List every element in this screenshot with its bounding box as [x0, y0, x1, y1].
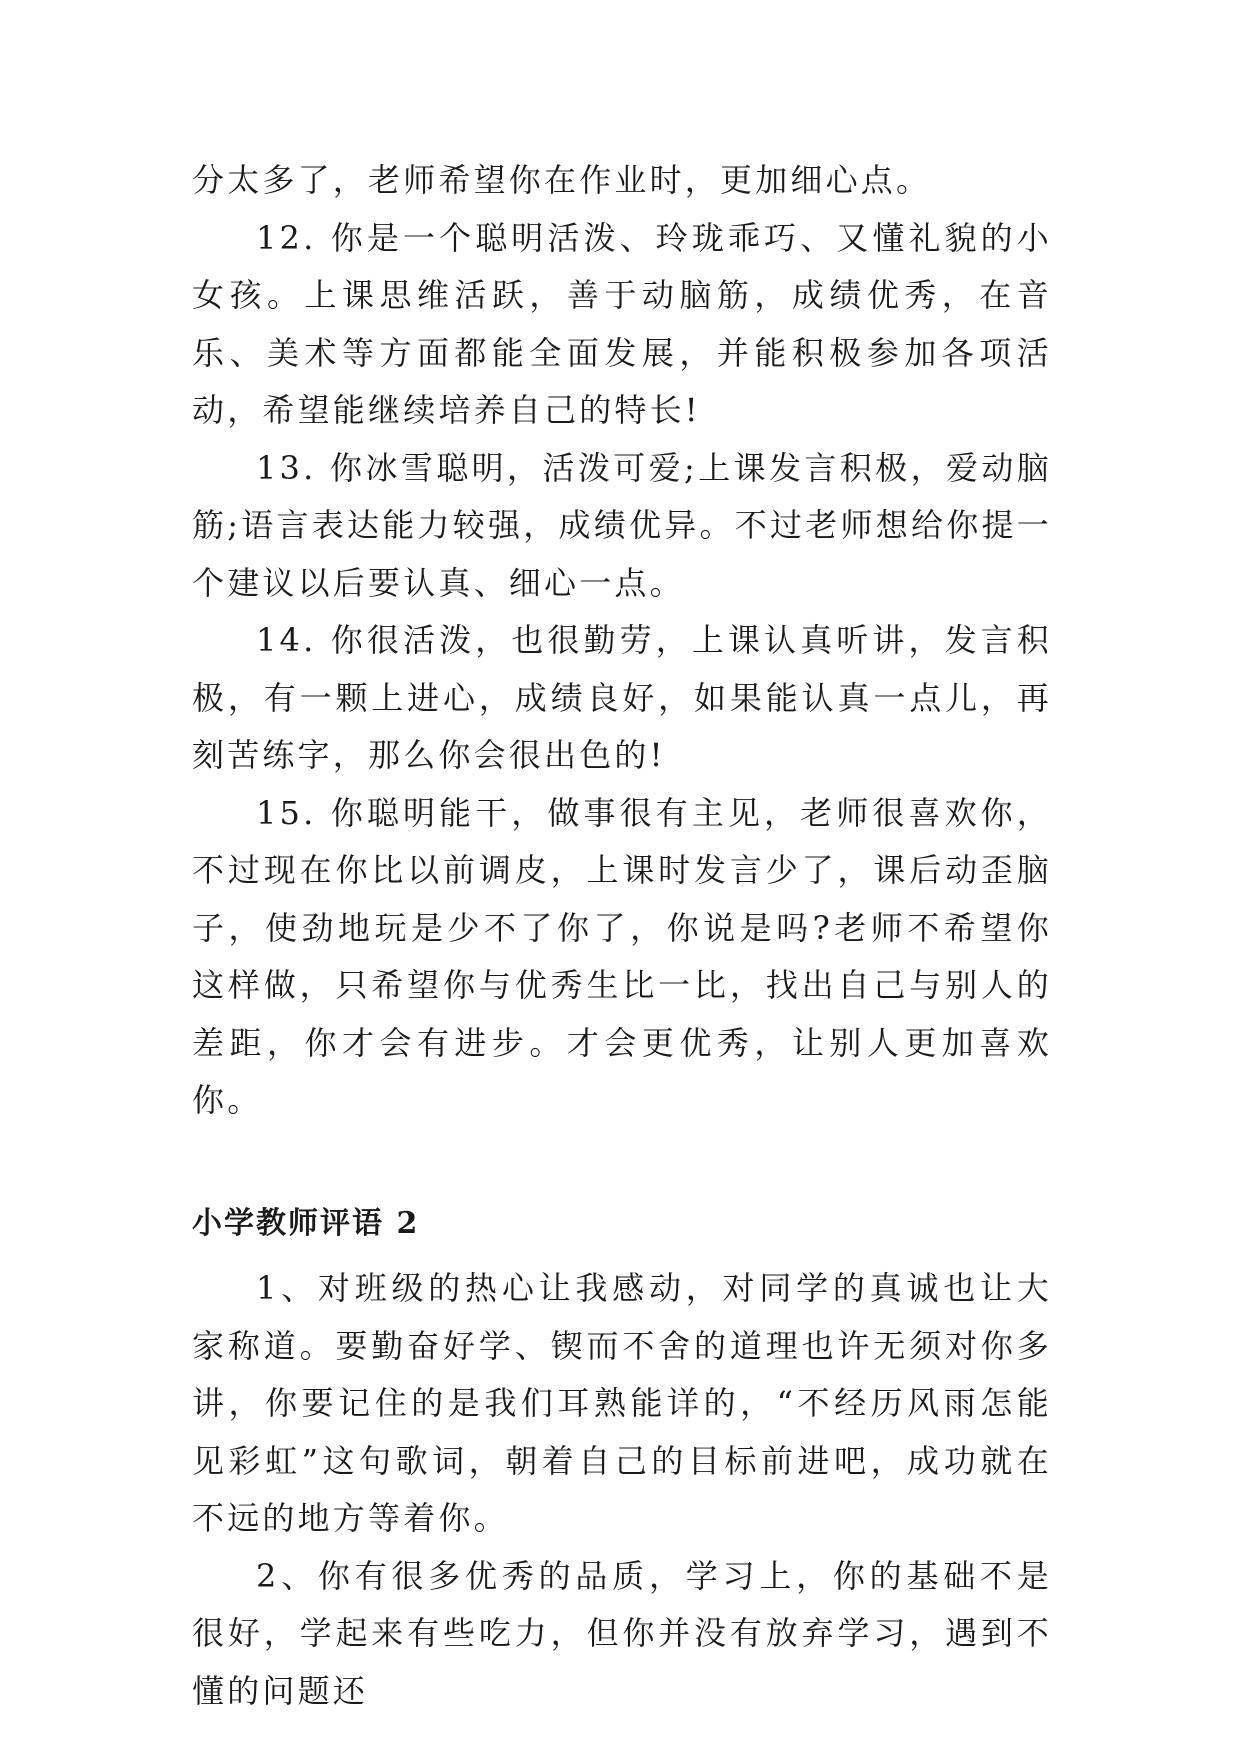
- document-body: [192, 152, 1052, 1720]
- comment-15: 15. 你聪明能干，做事很有主见，老师很喜欢你，不过现在你比以前调皮，上课时发言少了，课后动歪脑子，使劲地玩是少不了你了，你说是吗?老师不希望你这样做，只希望你与优秀生比一比，找出自己与别人的差距，你才会有进步。才会更优秀，让别人更加喜欢你。: [192, 793, 1052, 1119]
- comment-2: 2、你有很多优秀的品质，学习上，你的基础不是很好，学起来有些吃力，但你并没有放弃学习，遇到不懂的问题还: [192, 1556, 1052, 1710]
- comment-14: 14. 你很活泼，也很勤劳，上课认真听讲，发言积极，有一颗上进心，成绩良好，如果能认真一点儿，再刻苦练字，那么你会很出色的!: [192, 621, 1052, 774]
- comment-12: 12. 你是一个聪明活泼、玲珑乖巧、又懂礼貌的小女孩。上课思维活跃，善于动脑筋，成绩优秀，在音乐、美术等方面都能全面发展，并能积极参加各项活动，希望能继续培养自己的特长!: [192, 218, 1052, 429]
- comment-1: 1、对班级的热心让我感动，对同学的真诚也让大家称道。要勤奋好学、锲而不舍的道理也许无须对你多讲，你要记住的是我们耳熟能详的，“不经历风雨怎能见彩虹”这句歌词，朝着自己的目标前进吧，成功就在不远的地方等着你。: [192, 1269, 1052, 1537]
- section-title: 小学教师评语 2: [192, 1205, 420, 1241]
- paragraph-continuation: 分太多了，老师希望你在作业时，更加细心点。: [192, 161, 932, 199]
- comment-13: 13. 你冰雪聪明，活泼可爱;上课发言积极，爱动脑筋;语言表达能力较强，成绩优异。不过老师想给你提一个建议以后要认真、细心一点。: [192, 448, 1052, 602]
